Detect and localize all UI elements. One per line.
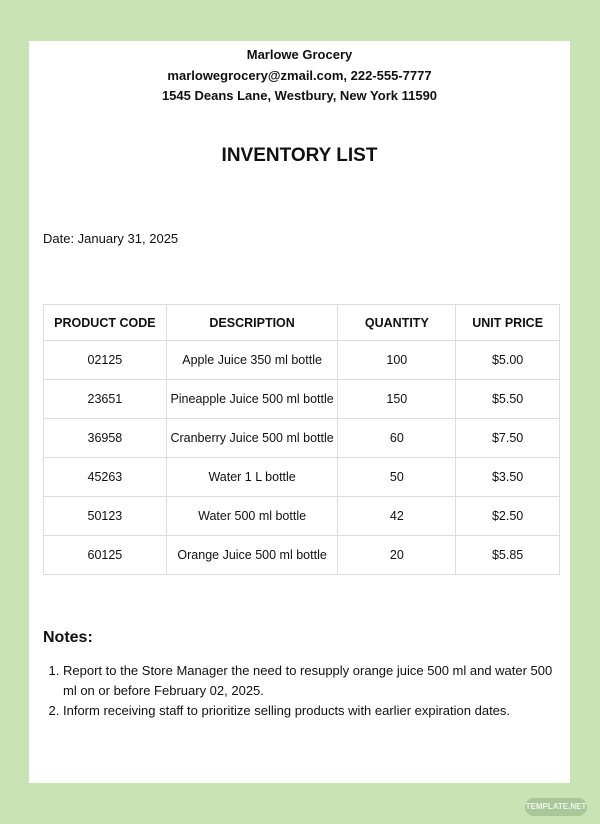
table-cell: Pineapple Juice 500 ml bottle xyxy=(166,380,338,419)
inventory-table xyxy=(43,304,560,575)
table-row xyxy=(44,419,560,458)
table-cell: 60 xyxy=(338,419,456,458)
table-cell: Cranberry Juice 500 ml bottle xyxy=(166,419,338,458)
table-cell: 150 xyxy=(338,380,456,419)
table-cell: Orange Juice 500 ml bottle xyxy=(166,536,338,575)
table-cell: Water 500 ml bottle xyxy=(166,497,338,536)
table-cell: 23651 xyxy=(44,380,167,419)
table-row xyxy=(44,341,560,380)
table-cell: 36958 xyxy=(44,419,167,458)
table-row xyxy=(44,497,560,536)
column-header: QUANTITY xyxy=(338,305,456,341)
table-row xyxy=(44,536,560,575)
table-cell: 42 xyxy=(338,497,456,536)
table-cell: 02125 xyxy=(44,341,167,380)
company-name: Marlowe Grocery xyxy=(246,47,353,62)
column-header: DESCRIPTION xyxy=(166,305,338,341)
note-item: 1. Report to the Store Manager the need to resupply orange juice 500 ml and water 500 ml on or before February 02, 2025. xyxy=(63,661,563,701)
table-cell: $5.50 xyxy=(456,380,560,419)
column-header: UNIT PRICE xyxy=(456,305,560,341)
table-cell: $7.50 xyxy=(456,419,560,458)
table-cell: 50123 xyxy=(44,497,167,536)
table-row xyxy=(44,380,560,419)
column-header: PRODUCT CODE xyxy=(44,305,167,341)
table-cell: 20 xyxy=(338,536,456,575)
table-cell: 45263 xyxy=(44,458,167,497)
notes-heading: Notes: xyxy=(43,629,93,646)
table-cell: 60125 xyxy=(44,536,167,575)
table-cell: 100 xyxy=(338,341,456,380)
company-contact: marlowegrocery@zmail.com, 222-555-7777 xyxy=(167,68,432,83)
document-title: INVENTORY LIST xyxy=(221,145,378,166)
note-item: 2. Inform receiving staff to prioritize selling products with earlier expiration dates. xyxy=(63,701,563,721)
table-cell: $5.85 xyxy=(456,536,560,575)
table-cell: $2.50 xyxy=(456,497,560,536)
document-page xyxy=(29,41,570,783)
notes-list xyxy=(43,661,563,721)
table-cell: $3.50 xyxy=(456,458,560,497)
table-cell: Apple Juice 350 ml bottle xyxy=(166,341,338,380)
table-header-row xyxy=(44,305,560,341)
table-row xyxy=(44,458,560,497)
document-date: Date: January 31, 2025 xyxy=(43,231,179,246)
company-address: 1545 Deans Lane, Westbury, New York 11590 xyxy=(161,88,438,103)
table-cell: 50 xyxy=(338,458,456,497)
template-net-watermark[interactable]: TEMPLATE.NET xyxy=(525,798,587,816)
table-cell: $5.00 xyxy=(456,341,560,380)
table-cell: Water 1 L bottle xyxy=(166,458,338,497)
